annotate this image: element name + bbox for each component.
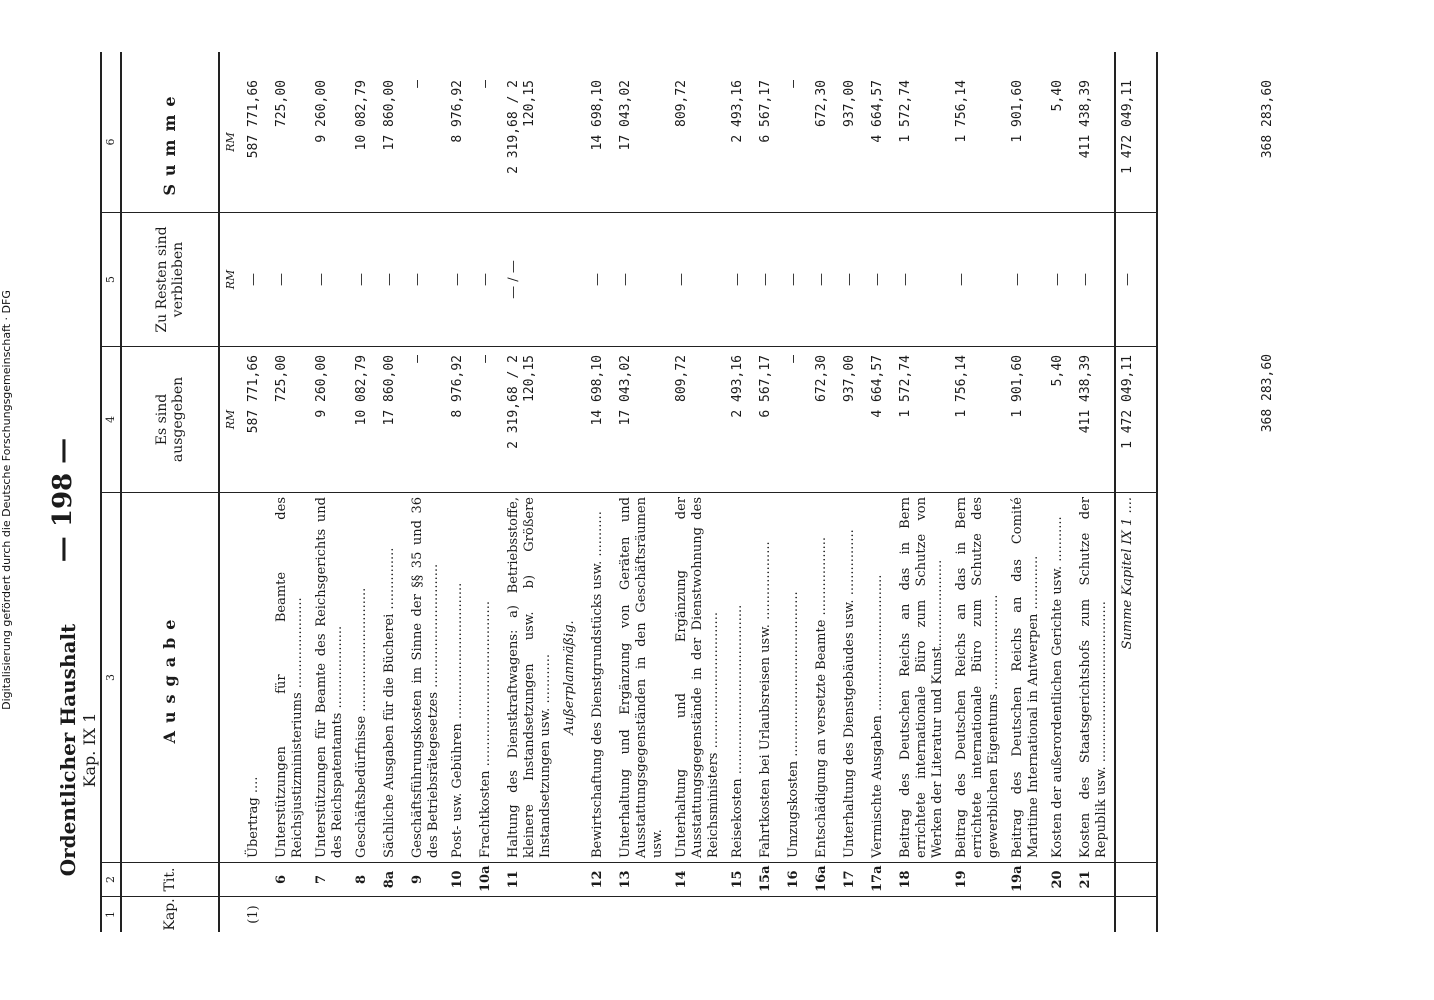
extra-spacer-1 bbox=[1260, 896, 1275, 932]
header-summe: Summe bbox=[159, 88, 179, 196]
table-row bbox=[242, 52, 270, 932]
row-reste: — bbox=[950, 212, 1006, 346]
extra-summe: 368 283,60 bbox=[1260, 80, 1275, 159]
row-reste: — bbox=[270, 212, 310, 346]
row-reste: — bbox=[726, 212, 754, 346]
row-reste: — bbox=[894, 212, 950, 346]
row-summe: 411 438,39 bbox=[1078, 80, 1093, 159]
table-row bbox=[406, 52, 446, 932]
row-ausgegeben bbox=[558, 346, 586, 492]
row-kap bbox=[406, 896, 446, 932]
row-tit bbox=[242, 862, 270, 896]
table-row bbox=[474, 52, 502, 932]
row-description: Unterhaltung des Dienstgebäudes usw. ................ bbox=[838, 492, 866, 862]
row-kap bbox=[586, 896, 614, 932]
row-description: Haltung des Dienstkraftwagens: a) Betriebsstoffe, kleinere Instandsetzungen usw. b) Größere Instandsetzungen usw. ............ bbox=[502, 492, 558, 862]
column-headers bbox=[122, 52, 220, 932]
table-row bbox=[502, 52, 558, 932]
row-ausgegeben: 4 664,57 bbox=[866, 346, 894, 492]
colnum-6: 6 bbox=[104, 138, 117, 146]
row-summe: 17 860,00 bbox=[382, 80, 397, 151]
row-kap bbox=[614, 896, 670, 932]
row-tit: 11 bbox=[502, 862, 558, 896]
row-ausgegeben: — bbox=[474, 346, 502, 492]
row-tit: 6 bbox=[270, 862, 310, 896]
row-tit: 21 bbox=[1074, 862, 1114, 896]
row-summe: 1 572,74 bbox=[898, 80, 913, 143]
row-tit: 8 bbox=[350, 862, 378, 896]
row-ausgegeben: 2 319,68 / 2 120,15 bbox=[502, 346, 558, 492]
row-reste: — bbox=[446, 212, 474, 346]
row-reste: — bbox=[782, 212, 810, 346]
row-summe: 809,72 bbox=[674, 80, 689, 127]
row-summe: 2 319,68 / 2 120,15 bbox=[506, 80, 537, 174]
table-row bbox=[726, 52, 754, 932]
row-tit: 16 bbox=[782, 862, 810, 896]
row-summe: 672,30 bbox=[814, 80, 829, 127]
row-ausgegeben: 672,30 bbox=[810, 346, 838, 492]
table-body bbox=[242, 52, 1114, 932]
row-tit bbox=[558, 862, 586, 896]
row-tit: 17 bbox=[838, 862, 866, 896]
table-row bbox=[866, 52, 894, 932]
row-summe: 17 043,02 bbox=[618, 80, 633, 151]
row-reste: — bbox=[586, 212, 614, 346]
row-kap bbox=[558, 896, 586, 932]
row-kap bbox=[474, 896, 502, 932]
unit-summe: RM bbox=[224, 132, 237, 152]
table-row bbox=[950, 52, 1006, 932]
colnum-2: 2 bbox=[102, 862, 120, 896]
row-kap bbox=[270, 896, 310, 932]
row-description: Unterstützungen für Beamte des Reichsgerichts und des Reichspatentamts .................... bbox=[310, 492, 350, 862]
row-tit: 9 bbox=[406, 862, 446, 896]
row-reste: — bbox=[1006, 212, 1046, 346]
row-ausgegeben: 5,40 bbox=[1046, 346, 1074, 492]
total-label: Summe Kapitel IX 1 .... bbox=[1116, 492, 1156, 862]
row-description: Fahrtkosten bei Urlaubsreisen usw. ................... bbox=[754, 492, 782, 862]
row-tit: 15a bbox=[754, 862, 782, 896]
row-tit: 20 bbox=[1046, 862, 1074, 896]
row-description: Beitrag des Deutschen Reichs an das Comité Maritime International in Antwerpen ............. bbox=[1006, 492, 1046, 862]
row-summe: 14 698,10 bbox=[590, 80, 605, 151]
row-description: Unterstützungen für Beamte des Reichsjustizministeriums ...................... bbox=[270, 492, 310, 862]
row-summe: 1 756,14 bbox=[954, 80, 969, 143]
row-tit: 12 bbox=[586, 862, 614, 896]
row-reste: — bbox=[1046, 212, 1074, 346]
row-tit: 18 bbox=[894, 862, 950, 896]
row-reste: — bbox=[754, 212, 782, 346]
row-ausgegeben: 17 860,00 bbox=[378, 346, 406, 492]
row-description: Frachtkosten ........................................ bbox=[474, 492, 502, 862]
row-kap bbox=[502, 896, 558, 932]
budget-table bbox=[100, 52, 1158, 932]
row-description: Bewirtschaftung des Dienstgrundstücks usw. ........... bbox=[586, 492, 614, 862]
row-summe: 5,40 bbox=[1050, 80, 1065, 112]
row-ausgegeben: 809,72 bbox=[670, 346, 726, 492]
row-ausgegeben: 17 043,02 bbox=[614, 346, 670, 492]
row-reste: — bbox=[614, 212, 670, 346]
row-kap bbox=[726, 896, 754, 932]
row-kap bbox=[310, 896, 350, 932]
row-reste: — / — bbox=[502, 212, 558, 346]
row-summe: — bbox=[478, 80, 493, 88]
row-kap bbox=[866, 896, 894, 932]
row-summe: 587 771,66 bbox=[246, 80, 261, 159]
row-reste: — bbox=[350, 212, 378, 346]
unit-row bbox=[220, 52, 242, 932]
row-reste: — bbox=[474, 212, 502, 346]
colnum-1: 1 bbox=[102, 896, 120, 932]
table-row bbox=[614, 52, 670, 932]
row-tit: 19a bbox=[1006, 862, 1046, 896]
unit-reste: RM bbox=[220, 212, 242, 346]
row-ausgegeben: 587 771,66 bbox=[242, 346, 270, 492]
row-summe: 10 082,79 bbox=[354, 80, 369, 151]
row-description: Post- usw. Gebühren ................................. bbox=[446, 492, 474, 862]
row-reste: — bbox=[242, 212, 270, 346]
table-row bbox=[670, 52, 726, 932]
table-row bbox=[1074, 52, 1114, 932]
row-description: Außerplanmäßig. bbox=[558, 492, 586, 862]
row-tit: 7 bbox=[310, 862, 350, 896]
row-description: Kosten des Staatsgerichtshofs zum Schutze der Republik usw. ....................................... bbox=[1074, 492, 1114, 862]
row-summe: 6 567,17 bbox=[758, 80, 773, 143]
table-row bbox=[270, 52, 310, 932]
table-row bbox=[446, 52, 474, 932]
row-ausgegeben: — bbox=[406, 346, 446, 492]
row-ausgegeben: 725,00 bbox=[270, 346, 310, 492]
unit-ausgabe bbox=[220, 492, 242, 862]
table-row bbox=[586, 52, 614, 932]
row-ausgegeben: 8 976,92 bbox=[446, 346, 474, 492]
row-tit: 8a bbox=[378, 862, 406, 896]
row-summe: 2 493,16 bbox=[730, 80, 745, 143]
table-row bbox=[782, 52, 810, 932]
row-description: Beitrag des Deutschen Reichs an das in Bern errichtete internationale Büro zum Schutze des gewerblichen Eigentums ....................... bbox=[950, 492, 1006, 862]
row-reste: — bbox=[406, 212, 446, 346]
colnum-5: 5 bbox=[102, 212, 120, 346]
row-summe: 9 260,00 bbox=[314, 80, 329, 143]
unit-ausgegeben: RM bbox=[220, 346, 242, 492]
table-row bbox=[350, 52, 378, 932]
row-kap bbox=[446, 896, 474, 932]
row-summe: 8 976,92 bbox=[450, 80, 465, 143]
row-kap bbox=[894, 896, 950, 932]
header-kap: Kap. bbox=[122, 896, 218, 932]
total-reste: — bbox=[1116, 212, 1156, 346]
table-row bbox=[894, 52, 950, 932]
row-tit: 17a bbox=[866, 862, 894, 896]
row-kap bbox=[782, 896, 810, 932]
row-description: Vermischte Ausgaben ................................. bbox=[866, 492, 894, 862]
row-reste: — bbox=[670, 212, 726, 346]
row-description: Übertrag .... bbox=[242, 492, 270, 862]
row-kap bbox=[838, 896, 866, 932]
row-summe: 937,00 bbox=[842, 80, 857, 127]
row-reste: — bbox=[866, 212, 894, 346]
row-kap bbox=[350, 896, 378, 932]
total-kap bbox=[1116, 896, 1156, 932]
table-row bbox=[310, 52, 350, 932]
extra-spacer-3 bbox=[1260, 492, 1275, 862]
row-kap bbox=[1046, 896, 1074, 932]
unit-tit bbox=[220, 862, 242, 896]
total-row bbox=[1114, 52, 1156, 932]
table-row bbox=[1046, 52, 1074, 932]
digitization-credit: Digitalisierung gefördert durch die Deutsche Forschungsgemeinschaft · DFG bbox=[0, 290, 13, 710]
row-ausgegeben: 1 572,74 bbox=[894, 346, 950, 492]
total-summe: 1 472 049,11 bbox=[1120, 80, 1135, 174]
row-description: Reisekosten ......................................... bbox=[726, 492, 754, 862]
table-row bbox=[838, 52, 866, 932]
row-ausgegeben: 10 082,79 bbox=[350, 346, 378, 492]
header-ausgegeben: Es sind ausgegeben bbox=[122, 346, 218, 492]
table-row bbox=[378, 52, 406, 932]
page-number: — 198 — bbox=[48, 437, 78, 563]
colnum-3: 3 bbox=[102, 492, 120, 862]
row-description: Sächliche Ausgaben für die Bücherei ............... bbox=[378, 492, 406, 862]
table-row bbox=[1006, 52, 1046, 932]
row-reste: — bbox=[1074, 212, 1114, 346]
row-kap bbox=[1074, 896, 1114, 932]
header-reste: Zu Resten sind verblieben bbox=[122, 212, 218, 346]
table-row bbox=[754, 52, 782, 932]
row-kap bbox=[670, 896, 726, 932]
row-description: Geschäftsführungskosten im Sinne der §§ 35 und 36 des Betriebsrätegesetzes .............................. bbox=[406, 492, 446, 862]
unit-kap bbox=[220, 896, 242, 932]
chapter-label: Kap. IX 1 bbox=[80, 712, 99, 788]
row-tit: 10 bbox=[446, 862, 474, 896]
total-ausgegeben: 1 472 049,11 bbox=[1116, 346, 1156, 492]
row-description: Unterhaltung und Ergänzung von Geräten und Ausstattungsgegenständen in den Geschäftsräumen usw. bbox=[614, 492, 670, 862]
row-reste: — bbox=[378, 212, 406, 346]
row-tit: 10a bbox=[474, 862, 502, 896]
row-ausgegeben: 14 698,10 bbox=[586, 346, 614, 492]
row-tit: 19 bbox=[950, 862, 1006, 896]
row-ausgegeben: 9 260,00 bbox=[310, 346, 350, 492]
row-reste: — bbox=[810, 212, 838, 346]
row-description: Beitrag des Deutschen Reichs an das in Bern errichtete internationale Büro zum Schutze von Werken der Literatur und Kunst..................... bbox=[894, 492, 950, 862]
row-kap bbox=[378, 896, 406, 932]
row-reste: — bbox=[310, 212, 350, 346]
row-summe bbox=[558, 72, 586, 212]
row-description: Umzugskosten ........................................ bbox=[782, 492, 810, 862]
colnum-4: 4 bbox=[102, 346, 120, 492]
row-tit: 16a bbox=[810, 862, 838, 896]
header-tit: Tit. bbox=[122, 862, 218, 896]
table-row bbox=[558, 52, 586, 932]
row-reste: — bbox=[838, 212, 866, 346]
extra-spacer-5 bbox=[1260, 212, 1275, 346]
row-description: Entschädigung an versetzte Beamte ................... bbox=[810, 492, 838, 862]
total-tit bbox=[1116, 862, 1156, 896]
row-ausgegeben: 411 438,39 bbox=[1074, 346, 1114, 492]
row-reste bbox=[558, 212, 586, 346]
row-summe: 725,00 bbox=[274, 80, 289, 127]
row-summe: 4 664,57 bbox=[870, 80, 885, 143]
header-ausgabe: Ausgabe bbox=[122, 492, 218, 862]
section-title: Ordentlicher Haushalt bbox=[56, 623, 80, 877]
row-kap bbox=[810, 896, 838, 932]
row-ausgegeben: 2 493,16 bbox=[726, 346, 754, 492]
extra-values bbox=[1260, 52, 1275, 932]
row-ausgegeben: — bbox=[782, 346, 810, 492]
row-summe: — bbox=[786, 80, 801, 88]
row-kap bbox=[1006, 896, 1046, 932]
extra-spacer-2 bbox=[1260, 862, 1275, 896]
row-summe: 1 901,60 bbox=[1010, 80, 1025, 143]
row-kap bbox=[754, 896, 782, 932]
row-kap: (1) bbox=[242, 896, 270, 932]
column-numbers bbox=[102, 52, 122, 932]
table-row bbox=[810, 52, 838, 932]
row-ausgegeben: 937,00 bbox=[838, 346, 866, 492]
row-ausgegeben: 1 901,60 bbox=[1006, 346, 1046, 492]
row-tit: 13 bbox=[614, 862, 670, 896]
row-tit: 15 bbox=[726, 862, 754, 896]
row-ausgegeben: 1 756,14 bbox=[950, 346, 1006, 492]
row-description: Kosten der außerordentlichen Gerichte usw. ........... bbox=[1046, 492, 1074, 862]
row-description: Geschäftsbedürfnisse .............................. bbox=[350, 492, 378, 862]
row-ausgegeben: 6 567,17 bbox=[754, 346, 782, 492]
row-tit: 14 bbox=[670, 862, 726, 896]
page-header bbox=[40, 0, 100, 1000]
extra-ausgegeben: 368 283,60 bbox=[1260, 354, 1275, 433]
row-kap bbox=[950, 896, 1006, 932]
row-summe: — bbox=[410, 80, 425, 88]
row-description: Unterhaltung und Ergänzung der Ausstattungsgegenstände in der Dienstwohnung des Reichsministers ................................. bbox=[670, 492, 726, 862]
